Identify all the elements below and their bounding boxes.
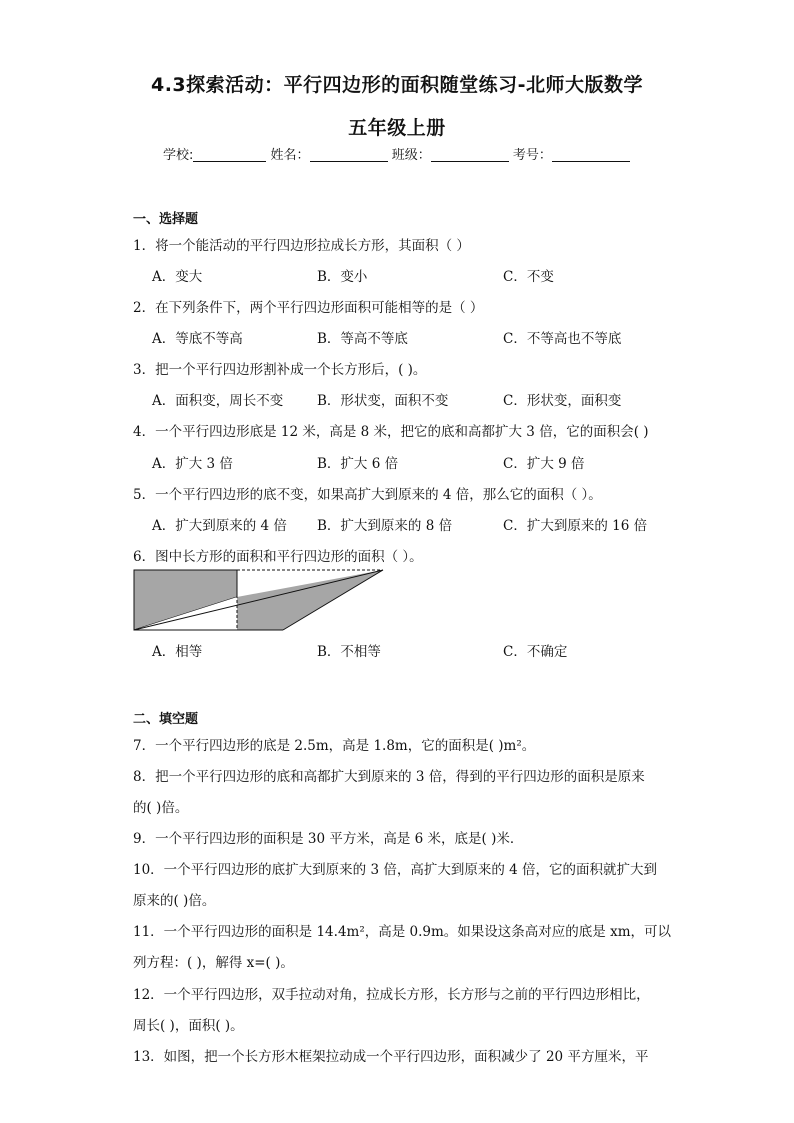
question-stem: 3．把一个平行四边形割补成一个长方形后，( )。 xyxy=(133,362,427,378)
question-stem: 1．将一个能活动的平行四边形拉成长方形，其面积（ ） xyxy=(133,238,470,254)
fill-line: 12．一个平行四边形，双手拉动对角，拉成长方形，长方形与之前的平行四边形相比， xyxy=(133,987,650,1003)
name-label: 姓名： xyxy=(270,148,310,163)
option-c[interactable]: C．扩大 9 倍 xyxy=(503,456,585,472)
class-label: 班级： xyxy=(391,148,431,163)
option-c[interactable]: C．形状变，面积变 xyxy=(503,393,622,409)
option-c[interactable]: C．不确定 xyxy=(503,644,568,660)
fill-line: 原来的( )倍。 xyxy=(133,893,216,909)
rectangle-parallelogram-figure xyxy=(133,569,388,633)
student-info-row xyxy=(163,144,630,163)
fill-line: 13．如图，把一个长方形木框架拉动成一个平行四边形，面积减少了 20 平方厘米，平 xyxy=(133,1049,649,1065)
option-a[interactable]: A．相等 xyxy=(152,644,203,660)
school-label: 学校: xyxy=(163,148,194,163)
option-b[interactable]: B．等高不等底 xyxy=(317,331,408,347)
fill-line: 9．一个平行四边形的面积是 30 平方米，高是 6 米，底是( )米． xyxy=(133,831,524,847)
option-b[interactable]: B．形状变，面积不变 xyxy=(317,393,449,409)
class-blank[interactable] xyxy=(431,147,509,162)
option-b[interactable]: B．不相等 xyxy=(317,644,381,660)
school-blank[interactable] xyxy=(193,147,266,162)
option-c[interactable]: C．不变 xyxy=(503,269,554,285)
option-b[interactable]: B．扩大到原来的 8 倍 xyxy=(317,518,453,534)
option-a[interactable]: A．扩大到原来的 4 倍 xyxy=(152,518,287,534)
fill-line: 10．一个平行四边形的底扩大到原来的 3 倍，高扩大到原来的 4 倍，它的面积就扩大到 xyxy=(133,862,658,878)
name-blank[interactable] xyxy=(310,147,388,162)
fill-line: 的( )倍。 xyxy=(133,800,189,816)
option-a[interactable]: A．变大 xyxy=(152,269,203,285)
id-blank[interactable] xyxy=(552,147,630,162)
title-line-2: 五年级上册 xyxy=(348,117,446,139)
fill-line: 列方程：( )，解得 x=( )。 xyxy=(133,955,294,971)
option-a[interactable]: A．扩大 3 倍 xyxy=(152,456,233,472)
option-b[interactable]: B．扩大 6 倍 xyxy=(317,456,399,472)
fill-line: 7．一个平行四边形的底是 2.5m，高是 1.8m，它的面积是( )m²。 xyxy=(133,738,536,754)
fill-line: 11．一个平行四边形的面积是 14.4m²，高是 0.9m。如果设这条高对应的底是 xm，可以 xyxy=(133,924,672,940)
fill-line: 8．把一个平行四边形的底和高都扩大到原来的 3 倍，得到的平行四边形的面积是原来 xyxy=(133,769,645,785)
id-label: 考号： xyxy=(512,148,552,163)
section-choice-heading: 一、选择题 xyxy=(133,212,199,227)
title-line-1: 4.3探索活动：平行四边形的面积随堂练习-北师大版数学 xyxy=(150,74,644,96)
option-c[interactable]: C．扩大到原来的 16 倍 xyxy=(503,518,648,534)
option-b[interactable]: B．变小 xyxy=(317,269,368,285)
option-a[interactable]: A．等底不等高 xyxy=(152,331,243,347)
option-c[interactable]: C．不等高也不等底 xyxy=(503,331,622,347)
question-stem: 5．一个平行四边形的底不变，如果高扩大到原来的 4 倍，那么它的面积（ ）。 xyxy=(133,487,602,503)
section-fill-heading: 二、填空题 xyxy=(133,712,199,727)
option-a[interactable]: A．面积变，周长不变 xyxy=(152,393,284,409)
fill-line: 周长( )，面积( )。 xyxy=(133,1018,244,1034)
question-stem: 6．图中长方形的面积和平行四边形的面积（ ）。 xyxy=(133,549,423,565)
question-stem: 4．一个平行四边形底是 12 米，高是 8 米，把它的底和高都扩大 3 倍，它的面积会( ) xyxy=(133,424,649,440)
question-stem: 2．在下列条件下，两个平行四边形面积可能相等的是（ ） xyxy=(133,300,484,316)
